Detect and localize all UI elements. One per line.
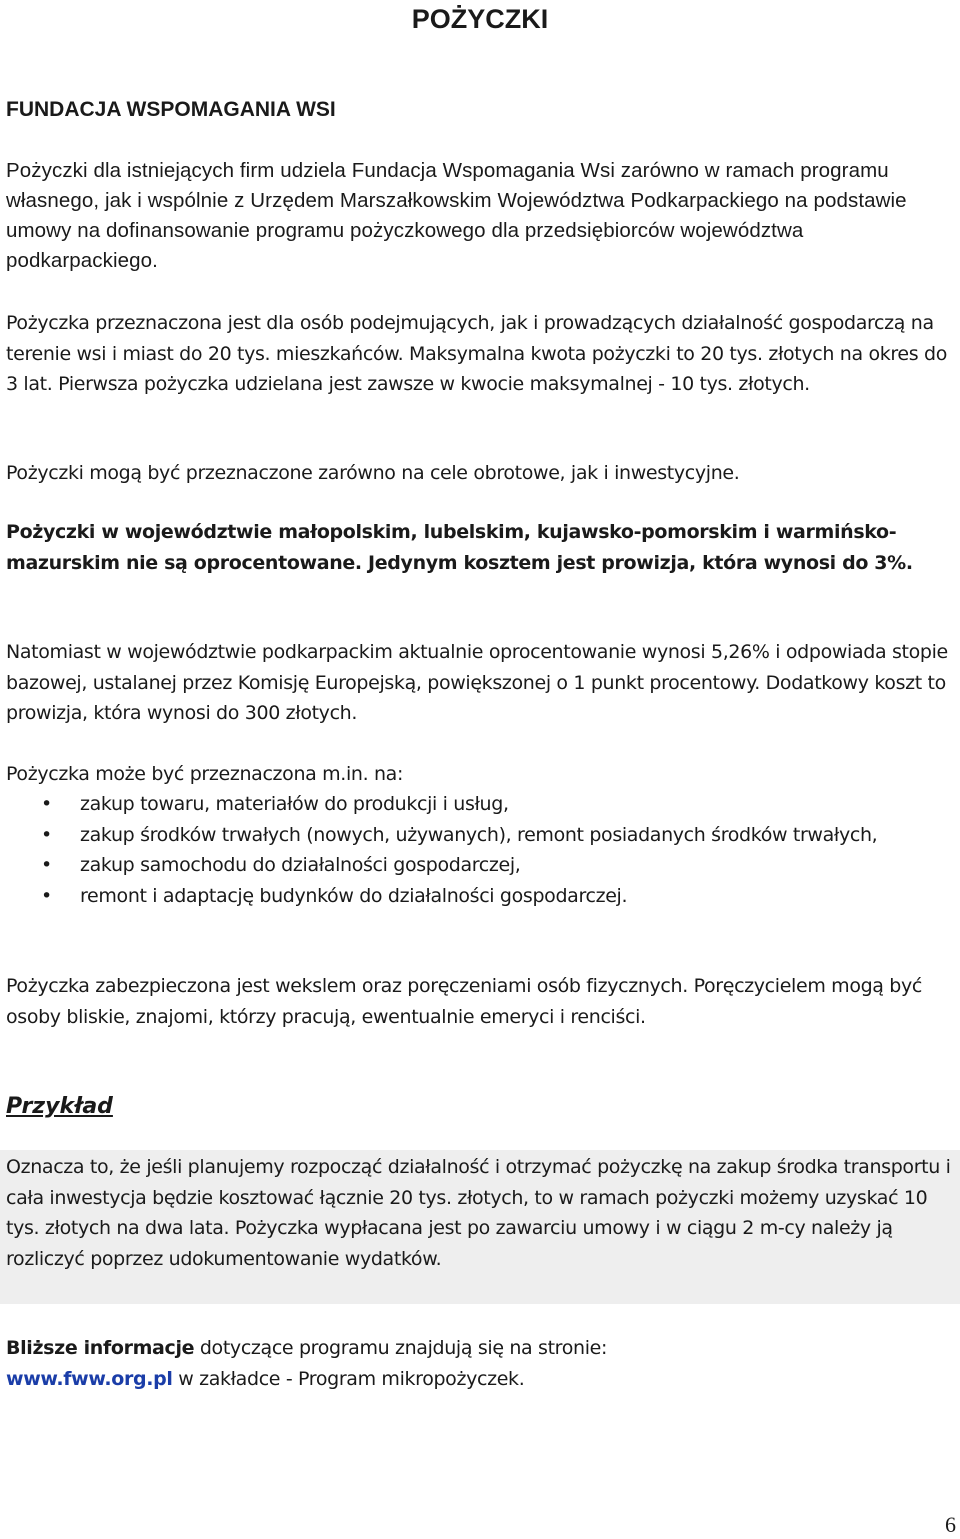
list-item-text: zakup środków trwałych (nowych, używanych), remont posiadanych środków trwałych, [80, 823, 878, 846]
example-text: Oznacza to, że jeśli planujemy rozpocząć działalność i otrzymać pożyczkę na zakup środka transportu i cała inwestycja będzie kosztować łącznie 20 tys. złotych, to w ramach pożyczki możemy uzyskać 10 tys. złotych na dwa lata. Pożyczka wypłacana jest po zawarciu umowy i w ciągu 2 m-cy należy ją rozliczyć poprzez udokumentowanie wydatków. [6, 1156, 951, 1270]
list-item [6, 820, 958, 851]
security-paragraph: Pożyczka zabezpieczona jest wekslem oraz poręczeniami osób fizycznych. Poręczycielem mogą być osoby bliskie, znajomi, którzy pracują, ewentualnie emeryci i renciści. [6, 975, 922, 1028]
bullet-icon: • [41, 823, 52, 846]
list-item [6, 881, 958, 912]
list-item-text: zakup samochodu do działalności gospodarczej, [80, 854, 521, 876]
loan-use-paragraph: Pożyczki mogą być przeznaczone zarówno na cele obrotowe, jak i inwestycyjne. [6, 462, 740, 484]
list-item-text: zakup towaru, materiałów do produkcji i usług, [80, 793, 509, 815]
interest-free-paragraph: Pożyczki w województwie małopolskim, lubelskim, kujawsko-pomorskim i warmińsko-mazurskim nie są oprocentowane. Jedynym kosztem jest prowizja, która wynosi do 3%. [6, 521, 913, 574]
list-intro: Pożyczka może być przeznaczona m.in. na: [6, 763, 404, 785]
more-info-bold: Bliższe informacje [6, 1337, 195, 1359]
purpose-list [6, 789, 958, 911]
more-info-text: dotyczące programu znajdują się na stronie: [194, 1337, 608, 1359]
org-heading: FUNDACJA WSPOMAGANIA WSI [6, 98, 336, 121]
intro-paragraph: Pożyczki dla istniejących firm udziela Fundacja Wspomagania Wsi zarówno w ramach programu własnego, jak i wspólnie z Urzędem Marszałkowskim Województwa Podkarpackiego na podstawie umowy na dofinansowanie programu pożyczkowego dla przedsiębiorców województwa podkarpackiego. [6, 159, 907, 272]
page-title: POŻYCZKI [411, 4, 549, 34]
list-item [6, 850, 958, 881]
bullet-icon: • [41, 854, 52, 876]
bullet-icon: • [41, 793, 52, 815]
list-item-text: remont i adaptację budynków do działalności gospodarczej. [80, 884, 628, 907]
more-info-paragraph [6, 1333, 958, 1394]
interest-rate-paragraph: Natomiast w województwie podkarpackim aktualnie oprocentowanie wynosi 5,26% i odpowiada stopie bazowej, ustalanej przez Komisję Europejską, powiększonej o 1 punkt procentowy. Dodatkowy koszt to prowizja, która wynosi do 300 złotych. [6, 641, 948, 724]
loan-purpose-paragraph: Pożyczka przeznaczona jest dla osób podejmujących, jak i prowadzących działalność gospodarczą na terenie wsi i miast do 20 tys. mieszkańców. Maksymalna kwota pożyczki to 20 tys. złotych na okres do 3 lat. Pierwsza pożyczka udzielana jest zawsze w kwocie maksymalnej - 10 tys. złotych. [6, 312, 947, 395]
website-link[interactable]: www.fww.org.pl [6, 1367, 173, 1390]
link-suffix: w zakładce - Program mikropożyczek. [172, 1367, 525, 1390]
page-number: 6 [945, 1512, 956, 1537]
example-heading: Przykład [6, 1094, 113, 1119]
list-item [6, 789, 958, 820]
bullet-icon: • [41, 884, 52, 907]
